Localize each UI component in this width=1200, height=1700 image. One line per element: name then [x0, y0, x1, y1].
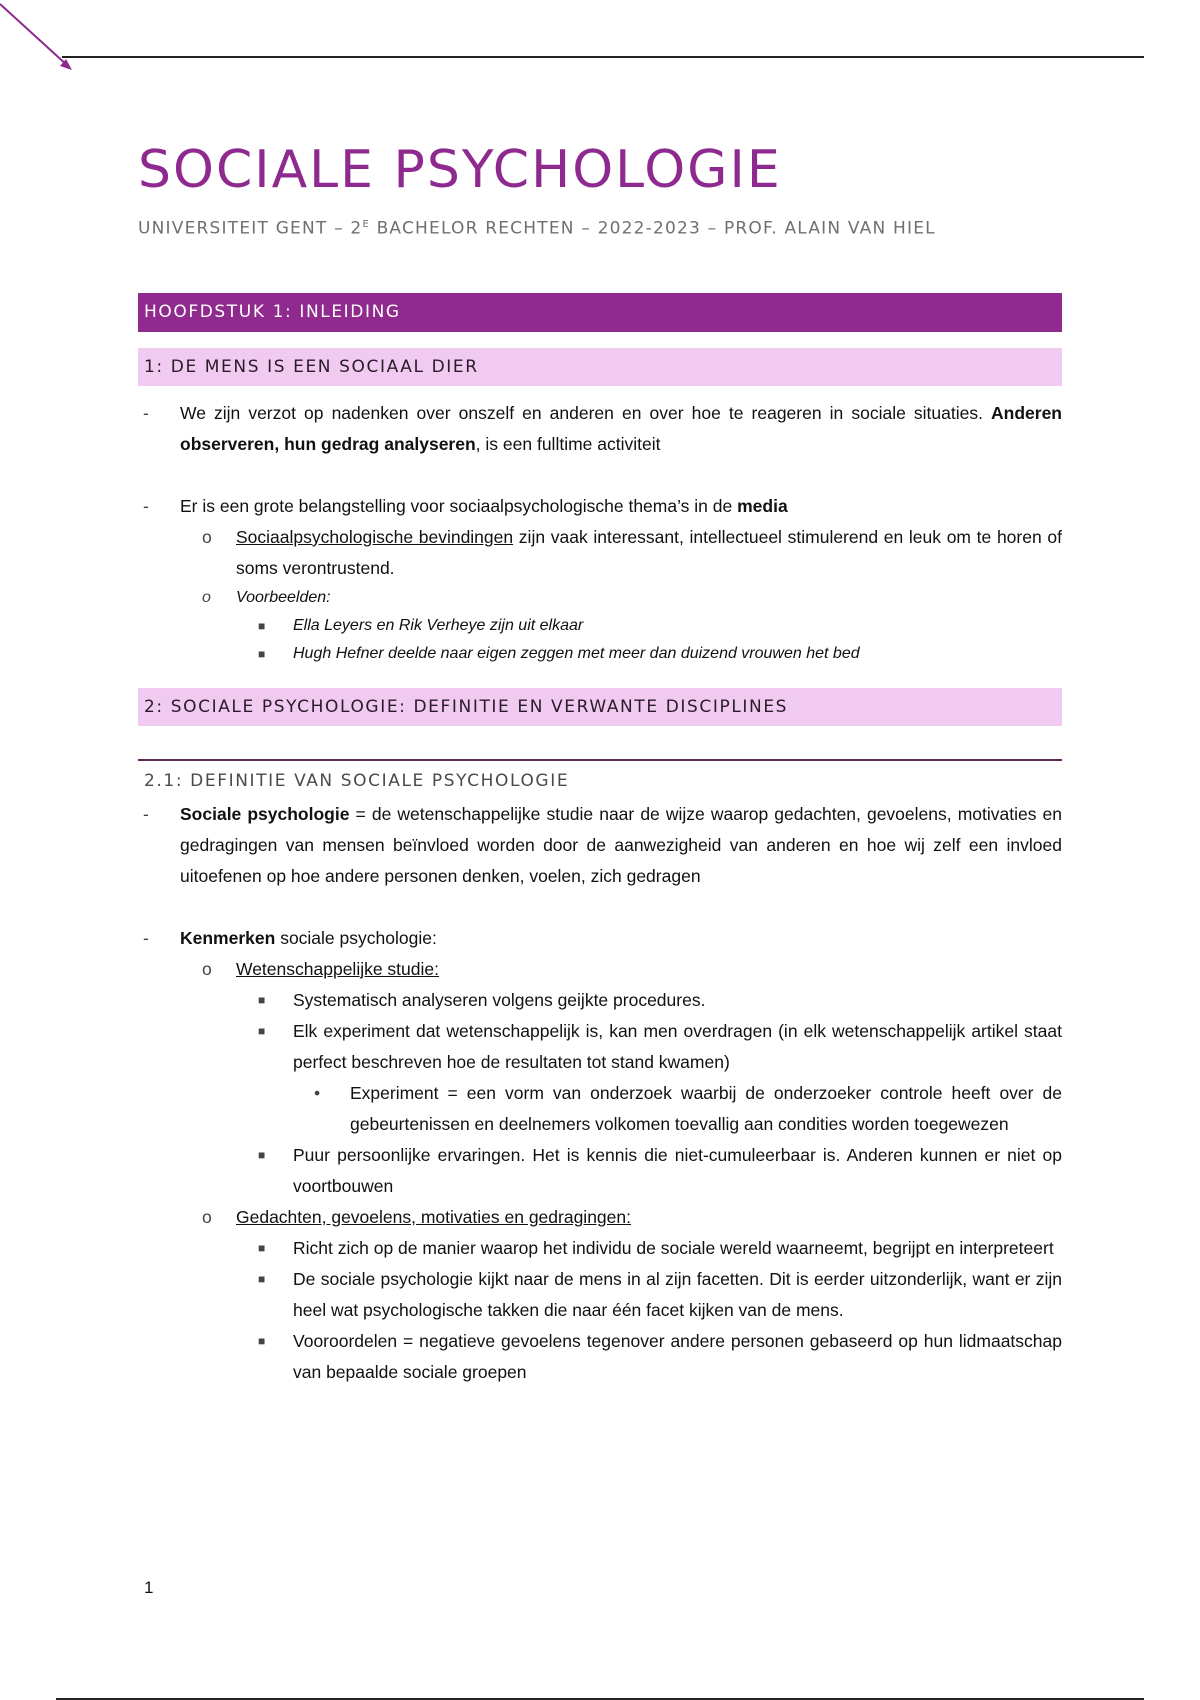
- document-title: SOCIALE PSYCHOLOGIE: [138, 140, 782, 200]
- list-item: • Experiment = een vorm van onderzoek waarbij de onderzoeker controle heeft over de gebeurtenissen en deelnemers volkomen toevallig aan condities worden toegewezen: [314, 1082, 1062, 1134]
- section-2-list: [138, 799, 1062, 1388]
- page-content: [138, 140, 1062, 1388]
- list-item: ■ Ella Leyers en Rik Verheye zijn uit elkaar: [258, 616, 584, 634]
- list-item: ■ Richt zich op de manier waarop het individu de sociale wereld waarneemt, begrijpt en interpreteert: [258, 1237, 1054, 1258]
- list-item: o Gedachten, gevoelens, motivaties en gedragingen:: [202, 1206, 631, 1227]
- list-item: ■ Puur persoonlijke ervaringen. Het is kennis die niet-cumuleerbaar is. Anderen kunnen er niet op voortbouwen: [258, 1144, 1062, 1196]
- list-item: - Er is een grote belangstelling voor sociaalpsychologische thema’s in de media: [143, 495, 788, 516]
- chapter-heading: HOOFDSTUK 1: INLEIDING: [138, 293, 1062, 332]
- list-item: o Voorbeelden:: [202, 588, 331, 606]
- list-item: - Kenmerken sociale psychologie:: [143, 927, 437, 948]
- list-item: ■ Elk experiment dat wetenschappelijk is, kan men overdragen (in elk wetenschappelijk artikel staat perfect beschreven hoe de resultaten tot stand kwamen): [258, 1020, 1062, 1072]
- list-item: o Wetenschappelijke studie:: [202, 958, 439, 979]
- page-number: 1: [144, 1578, 154, 1597]
- list-item: o Sociaalpsychologische bevindingen zijn vaak interessant, intellectueel stimulerend en leuk om te horen of soms verontrustend.: [202, 526, 1062, 578]
- list-item: ■ Hugh Hefner deelde naar eigen zeggen met meer dan duizend vrouwen het bed: [258, 644, 860, 662]
- document-subtitle: UNIVERSITEIT GENT – $2^E$ BACHELOR RECHTEN – 2022-2023 – PROF. ALAIN VAN HIEL: [138, 218, 936, 239]
- list-item: ■ Systematisch analyseren volgens geijkte procedures.: [258, 989, 706, 1010]
- list-item: - Sociale psychologie = de wetenschappelijke studie naar de wijze waarop gedachten, gevoelens, motivaties en gedragingen van mensen beïnvloed worden door de aanwezigheid van anderen en hoe wij zelf een invloed uitoefenen op hoe andere personen denken, voelen, zich gedragen: [143, 803, 1063, 886]
- list-item: - We zijn verzot op nadenken over onszelf en anderen en over hoe te reageren in sociale situaties. Anderen observeren, hun gedrag analyseren, is een fulltime activiteit: [143, 402, 1062, 454]
- list-item: ■ Vooroordelen = negatieve gevoelens tegenover andere personen gebaseerd op hun lidmaatschap van bepaalde sociale groepen: [258, 1330, 1062, 1382]
- header-rule: [62, 56, 1144, 58]
- section-1-list: [138, 398, 1062, 668]
- subsection-heading: 2.1: DEFINITIE VAN SOCIALE PSYCHOLOGIE: [138, 759, 1062, 793]
- list-item: ■ De sociale psychologie kijkt naar de mens in al zijn facetten. Dit is eerder uitzonderlijk, want er zijn heel wat psychologische takken die naar één facet kijken van de mens.: [258, 1268, 1062, 1320]
- section-heading-1: 1: DE MENS IS EEN SOCIAAL DIER: [138, 348, 1062, 386]
- section-heading-2: 2: SOCIALE PSYCHOLOGIE: DEFINITIE EN VERWANTE DISCIPLINES: [138, 688, 1062, 726]
- corner-arrow-icon: [0, 0, 80, 80]
